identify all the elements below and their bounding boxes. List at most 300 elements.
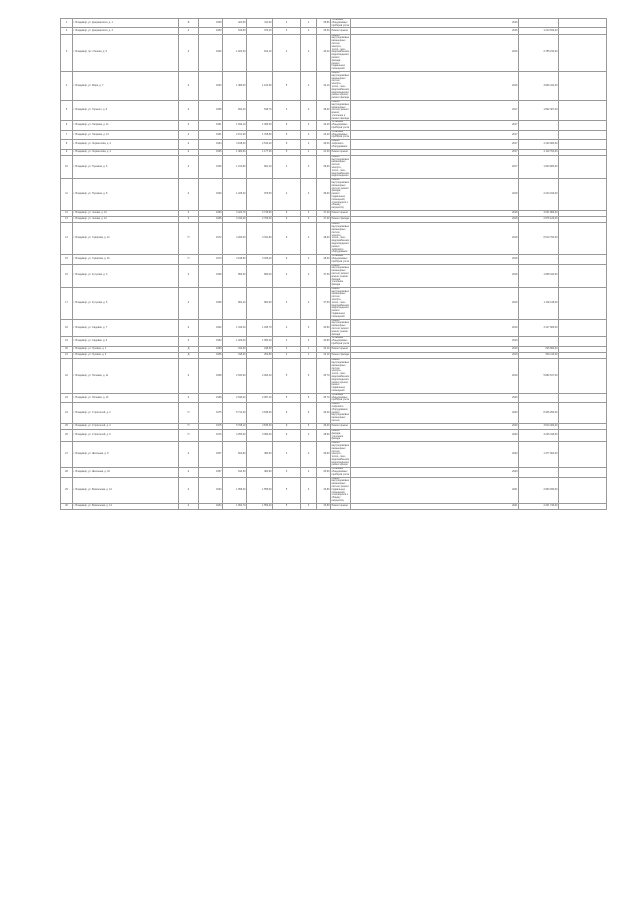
plan-year-cell: 2020 bbox=[351, 393, 519, 402]
floors-cell: 4 bbox=[273, 34, 301, 71]
wall-type-cell: Д bbox=[179, 346, 199, 352]
wall-type-cell: П bbox=[179, 255, 199, 264]
work-description-cell: Ремонт внутридомовых инженерных систем электро-, тепло-, газо-, водоснабжения, водоотведения; ремонт фасада; ремонт подвальных помещений bbox=[331, 34, 350, 71]
year-cell: 1966 bbox=[199, 210, 223, 216]
wear-cell: 36,50 bbox=[317, 28, 331, 34]
floors-cell: 5 bbox=[273, 393, 301, 402]
living-area-cell: 684,90 bbox=[247, 287, 273, 319]
plan-year-cell: 2018 bbox=[351, 217, 519, 223]
row-number: 10 bbox=[61, 155, 73, 178]
work-description-cell: Установка общедомовых приборов учёта bbox=[331, 18, 350, 27]
year-cell: 1968 bbox=[199, 393, 223, 402]
total-area-cell: 3 410,20 bbox=[223, 217, 247, 223]
wear-cell: 42,10 bbox=[317, 71, 331, 100]
address-cell: г. Владимир, ул. Садовая, д. 9 bbox=[73, 337, 179, 346]
wear-cell: 40,80 bbox=[317, 337, 331, 346]
cost-cell: 1 214 534,00 bbox=[519, 28, 559, 34]
wear-cell: 39,90 bbox=[317, 155, 331, 178]
living-area-cell: 548,70 bbox=[247, 100, 273, 121]
wall-type-cell: К bbox=[179, 210, 199, 216]
wear-cell: 41,30 bbox=[317, 149, 331, 155]
floors-cell: 3 bbox=[273, 28, 301, 34]
living-area-cell: 480,50 bbox=[247, 442, 273, 468]
row-number: 23 bbox=[61, 393, 73, 402]
address-cell: г. Владимир, ул. Кутузова, д. 5 bbox=[73, 287, 179, 319]
plan-year-cell: 2019 bbox=[351, 337, 519, 346]
address-cell: г. Владимир, ул. Дзержинского, д. 3 bbox=[73, 28, 179, 34]
wall-type-cell: Д bbox=[179, 353, 199, 359]
cost-cell: 5 882 617,00 bbox=[519, 359, 559, 394]
empty-cell bbox=[559, 34, 607, 71]
row-number: 14 bbox=[61, 223, 73, 255]
cost-cell: 615 900,00 bbox=[519, 346, 559, 352]
wall-type-cell: П bbox=[179, 403, 199, 424]
entrances-cell: 2 bbox=[301, 287, 317, 319]
wall-type-cell: К bbox=[179, 155, 199, 178]
work-description-cell: Ремонт лифтового оборудования; ремонт внутридомовых инженерных систем bbox=[331, 402, 350, 422]
address-cell: г. Владимир, ул. Кутузова, д. 3 bbox=[73, 264, 179, 287]
row-number: 6 bbox=[61, 121, 73, 130]
total-area-cell: 4 255,00 bbox=[223, 429, 247, 441]
work-description-cell: Установка общедомовых приборов учёта bbox=[331, 120, 350, 130]
table-row bbox=[61, 140, 607, 149]
table-row bbox=[61, 429, 607, 441]
plan-year-cell: 2020 bbox=[351, 442, 519, 468]
floors-cell: 5 bbox=[273, 149, 301, 155]
empty-cell bbox=[559, 468, 607, 477]
year-cell: 1958 bbox=[199, 100, 223, 121]
wall-type-cell: К bbox=[179, 28, 199, 34]
table-row bbox=[61, 442, 607, 468]
work-description-cell: Ремонт крыши bbox=[331, 346, 351, 352]
total-area-cell: 1 386,00 bbox=[223, 71, 247, 100]
total-area-cell: 862,10 bbox=[223, 287, 247, 319]
entrances-cell: 3 bbox=[301, 319, 317, 337]
empty-cell bbox=[559, 429, 607, 441]
living-area-cell: 1 045,70 bbox=[247, 319, 273, 337]
wall-type-cell: К bbox=[179, 337, 199, 346]
row-number: 27 bbox=[61, 442, 73, 468]
living-area-cell: 3 335,20 bbox=[247, 255, 273, 264]
cost-cell: 4 226 318,00 bbox=[519, 429, 559, 441]
total-area-cell: 692,40 bbox=[223, 100, 247, 121]
total-area-cell: 516,80 bbox=[223, 28, 247, 34]
entrances-cell: 4 bbox=[301, 121, 317, 130]
row-number: 7 bbox=[61, 130, 73, 139]
total-area-cell: 1 842,10 bbox=[223, 121, 247, 130]
wall-type-cell: К bbox=[179, 149, 199, 155]
year-cell: 1963 bbox=[199, 71, 223, 100]
table-row bbox=[61, 403, 607, 424]
floors-cell: 4 bbox=[273, 155, 301, 178]
total-area-cell: 318,20 bbox=[223, 353, 247, 359]
table-row bbox=[61, 468, 607, 477]
address-cell: г. Владимир, ул. Чехова, д. 12 bbox=[73, 217, 179, 223]
wall-type-cell: К bbox=[179, 477, 199, 503]
wall-type-cell: К bbox=[179, 393, 199, 402]
plan-year-cell: 2019 bbox=[351, 346, 519, 352]
address-cell: г. Владимир, ул. Мира, д. 7 bbox=[73, 71, 179, 100]
wall-type-cell: К bbox=[179, 121, 199, 130]
total-area-cell: 424,50 bbox=[223, 19, 247, 28]
year-cell: 1962 bbox=[199, 34, 223, 71]
work-description-cell: Ремонт фасада; утепление фасада bbox=[331, 429, 351, 441]
year-cell: 1956 bbox=[199, 346, 223, 352]
row-number: 24 bbox=[61, 403, 73, 424]
table-body bbox=[61, 19, 607, 510]
address-cell: г. Владимир, ул. Горького, д. 9 bbox=[73, 100, 179, 121]
row-number: 3 bbox=[61, 34, 73, 71]
row-number: 12 bbox=[61, 210, 73, 216]
entrances-cell: 1 bbox=[301, 19, 317, 28]
row-number: 30 bbox=[61, 503, 73, 509]
address-cell: г. Владимир, ул. Школьная, д. 8 bbox=[73, 442, 179, 468]
cost-cell: 2 201 740,00 bbox=[519, 503, 559, 509]
living-area-cell: 2 093,40 bbox=[247, 359, 273, 394]
empty-cell bbox=[559, 179, 607, 211]
empty-cell bbox=[559, 264, 607, 287]
living-area-cell: 1 050,20 bbox=[247, 337, 273, 346]
work-description-cell: Ремонт крыши bbox=[331, 210, 351, 216]
address-cell: г. Владимир, ул. Школьная, д. 10 bbox=[73, 468, 179, 477]
living-area-cell: 484,90 bbox=[247, 468, 273, 477]
address-cell: г. Владимир, ул. Пушкина, д. 8 bbox=[73, 179, 179, 211]
row-number: 21 bbox=[61, 353, 73, 359]
work-description-cell: Ремонт внутридомовых инженерных систем электро-, тепло-, газо-, водоснабжения, водоотведения bbox=[331, 155, 350, 178]
wear-cell: 35,80 bbox=[317, 19, 331, 28]
floors-cell: 4 bbox=[273, 319, 301, 337]
plan-year-cell: 2019 bbox=[351, 319, 519, 337]
entrances-cell: 3 bbox=[301, 155, 317, 178]
plan-year-cell: 2018 bbox=[351, 210, 519, 216]
wear-cell: 39,90 bbox=[317, 179, 331, 211]
empty-cell bbox=[559, 319, 607, 337]
year-cell: 1962 bbox=[199, 319, 223, 337]
cost-cell: - bbox=[519, 130, 559, 139]
work-description-cell: Ремонт внутридомовых инженерных систем; ремонт крыши; ремонт фасада; утепление фасада bbox=[331, 264, 350, 287]
row-number: 18 bbox=[61, 319, 73, 337]
address-cell: г. Владимир, ул. Вокзальная, д. 12 bbox=[73, 477, 179, 503]
empty-cell bbox=[559, 130, 607, 139]
table-row bbox=[61, 264, 607, 287]
wear-cell: 43,80 bbox=[317, 503, 331, 509]
living-area-cell: 3 380,40 bbox=[247, 429, 273, 441]
year-cell: 1964 bbox=[199, 477, 223, 503]
year-cell: 1956 bbox=[199, 353, 223, 359]
address-cell: г. Владимир, ул. Пушкина, д. 6 bbox=[73, 155, 179, 178]
address-cell: г. Владимир, ул. Вокзальная, д. 14 bbox=[73, 503, 179, 509]
work-description-cell: Установка общедомовых приборов учёта bbox=[331, 254, 350, 263]
row-number: 20 bbox=[61, 346, 73, 352]
entrances-cell: 4 bbox=[301, 223, 317, 255]
cost-cell: 8 406 250,00 bbox=[519, 403, 559, 424]
cost-cell: 2 976 120,00 bbox=[519, 217, 559, 223]
work-description-cell: Ремонт крыши bbox=[331, 503, 351, 509]
year-cell: 1973 bbox=[199, 255, 223, 264]
living-area-cell: 1 102,50 bbox=[247, 71, 273, 100]
wear-cell: 37,50 bbox=[317, 287, 331, 319]
empty-cell bbox=[559, 393, 607, 402]
total-area-cell: 5 712,30 bbox=[223, 403, 247, 424]
table-row bbox=[61, 223, 607, 255]
entrances-cell: 2 bbox=[301, 140, 317, 149]
work-description-cell: Установка общедомовых приборов учёта bbox=[331, 393, 350, 402]
total-area-cell: 1 212,80 bbox=[223, 155, 247, 178]
year-cell: 1957 bbox=[199, 442, 223, 468]
plan-year-cell: 2019 bbox=[351, 359, 519, 394]
address-cell: г. Владимир, ул. Гагарина, д. 11 bbox=[73, 121, 179, 130]
entrances-cell: 3 bbox=[301, 217, 317, 223]
plan-year-cell: 2020 bbox=[351, 403, 519, 424]
empty-cell bbox=[559, 155, 607, 178]
row-number: 19 bbox=[61, 337, 73, 346]
living-area-cell: 2 709,40 bbox=[247, 217, 273, 223]
cost-cell: 1 603 820,00 bbox=[519, 155, 559, 178]
living-area-cell: 964,10 bbox=[247, 155, 273, 178]
year-cell: 1959 bbox=[199, 287, 223, 319]
total-area-cell: 2 640,00 bbox=[223, 393, 247, 402]
plan-year-cell: 2018 bbox=[351, 255, 519, 264]
work-description-cell: Ремонт крыши bbox=[331, 423, 351, 429]
year-cell: 1976 bbox=[199, 429, 223, 441]
total-area-cell: 2 151,90 bbox=[223, 130, 247, 139]
plan-year-cell: 2018 bbox=[351, 264, 519, 287]
year-cell: 1960 bbox=[199, 28, 223, 34]
floors-cell: 5 bbox=[273, 503, 301, 509]
total-area-cell: 1 958,20 bbox=[223, 477, 247, 503]
year-cell: 1957 bbox=[199, 468, 223, 477]
wall-type-cell: К bbox=[179, 140, 199, 149]
work-description-cell: Ремонт внутридомовых инженерных систем; ремонт фасада; ремонт подвальных помещений, относящихся к общему имуществу bbox=[331, 178, 350, 210]
plan-year-cell: 2021 bbox=[351, 503, 519, 509]
living-area-cell: 376,40 bbox=[247, 28, 273, 34]
address-cell: г. Владимир, ул. Строителей, д. 2 bbox=[73, 403, 179, 424]
work-description-cell: Ремонт внутридомовых инженерных систем электро-, тепло-, газо-, водоснабжения, водоотведения; ремонт подвальных помещений bbox=[331, 287, 350, 318]
entrances-cell: 4 bbox=[301, 71, 317, 100]
year-cell: 1960 bbox=[199, 179, 223, 211]
plan-year-cell: 2016 bbox=[351, 34, 519, 71]
living-area-cell: 1 559,20 bbox=[247, 503, 273, 509]
wear-cell: 40,80 bbox=[317, 319, 331, 337]
floors-cell: 2 bbox=[273, 346, 301, 352]
plan-year-cell: 2017 bbox=[351, 140, 519, 149]
year-cell: 1972 bbox=[199, 223, 223, 255]
entrances-cell: 3 bbox=[301, 179, 317, 211]
total-area-cell: 312,60 bbox=[223, 346, 247, 352]
work-description-cell: Ремонт внутридомовых инженерных систем; ремонт крыши; утепление и ремонт фасада bbox=[331, 100, 350, 120]
cost-cell: - bbox=[519, 468, 559, 477]
empty-cell bbox=[559, 359, 607, 394]
cost-cell: 1 377 064,00 bbox=[519, 442, 559, 468]
wear-cell: 47,20 bbox=[317, 210, 331, 216]
living-area-cell: 1 177,30 bbox=[247, 149, 273, 155]
empty-cell bbox=[559, 121, 607, 130]
table-row bbox=[61, 34, 607, 71]
entrances-cell: 3 bbox=[301, 503, 317, 509]
address-cell: г. Владимир, ул. Полевая, д. 13 bbox=[73, 393, 179, 402]
wear-cell: 44,20 bbox=[317, 130, 331, 139]
floors-cell: 9 bbox=[273, 429, 301, 441]
table-row bbox=[61, 287, 607, 319]
cost-cell: 2 110 764,00 bbox=[519, 149, 559, 155]
address-cell: г. Владимир, ул. Лермонтова, д. 2 bbox=[73, 140, 179, 149]
row-number: 25 bbox=[61, 423, 73, 429]
total-area-cell: 4 198,50 bbox=[223, 255, 247, 264]
address-cell: г. Владимир, ул. Полевая, д. 11 bbox=[73, 359, 179, 394]
floors-cell: 9 bbox=[273, 423, 301, 429]
total-area-cell: 1 228,40 bbox=[223, 179, 247, 211]
floors-cell: 3 bbox=[273, 442, 301, 468]
entrances-cell: 6 bbox=[301, 359, 317, 394]
floors-cell: 9 bbox=[273, 217, 301, 223]
wear-cell: 48,90 bbox=[317, 429, 331, 441]
table-row bbox=[61, 393, 607, 402]
year-cell: 1966 bbox=[199, 217, 223, 223]
entrances-cell: 4 bbox=[301, 130, 317, 139]
living-area-cell: 3 341,80 bbox=[247, 223, 273, 255]
empty-cell bbox=[559, 287, 607, 319]
living-area-cell: 2 516,20 bbox=[247, 140, 273, 149]
entrances-cell: 2 bbox=[301, 442, 317, 468]
plan-year-cell: 2021 bbox=[351, 477, 519, 503]
row-number: 29 bbox=[61, 477, 73, 503]
floors-cell: 9 bbox=[273, 210, 301, 216]
wall-type-cell: К bbox=[179, 359, 199, 394]
row-number: 9 bbox=[61, 149, 73, 155]
address-cell: г. Владимир, пр-т Ленина, д. 5 bbox=[73, 34, 179, 71]
entrances-cell: 2 bbox=[301, 468, 317, 477]
wear-cell: 40,20 bbox=[317, 34, 331, 71]
row-number: 4 bbox=[61, 71, 73, 100]
cost-cell: - bbox=[519, 19, 559, 28]
total-area-cell: 856,30 bbox=[223, 264, 247, 287]
floors-cell: 9 bbox=[273, 223, 301, 255]
table-row bbox=[61, 100, 607, 121]
floors-cell: 4 bbox=[273, 179, 301, 211]
plan-year-cell: 2017 bbox=[351, 149, 519, 155]
row-number: 26 bbox=[61, 429, 73, 441]
wear-cell: 43,80 bbox=[317, 477, 331, 503]
table-row bbox=[61, 121, 607, 130]
floors-cell: 5 bbox=[273, 121, 301, 130]
total-area-cell: 3 422,70 bbox=[223, 210, 247, 216]
living-area-cell: 4 538,60 bbox=[247, 403, 273, 424]
plan-year-cell: 2019 bbox=[351, 353, 519, 359]
living-area-cell: 311,60 bbox=[247, 19, 273, 28]
wear-cell: 49,30 bbox=[317, 403, 331, 424]
total-area-cell: 4 206,00 bbox=[223, 223, 247, 255]
table-row bbox=[61, 359, 607, 394]
floors-cell: 9 bbox=[273, 140, 301, 149]
plan-year-cell: 2017 bbox=[351, 155, 519, 178]
wall-type-cell: П bbox=[179, 429, 199, 441]
living-area-cell: 976,50 bbox=[247, 179, 273, 211]
empty-cell bbox=[559, 140, 607, 149]
address-cell: г. Владимир, ул. Луговая, д. 1 bbox=[73, 346, 179, 352]
empty-cell bbox=[559, 71, 607, 100]
row-number: 8 bbox=[61, 140, 73, 149]
cost-cell: - bbox=[519, 255, 559, 264]
cost-cell: 1 892 307,00 bbox=[519, 100, 559, 121]
plan-year-cell: 2020 bbox=[351, 423, 519, 429]
floors-cell: 2 bbox=[273, 353, 301, 359]
floors-cell: 5 bbox=[273, 130, 301, 139]
plan-year-cell: 2017 bbox=[351, 121, 519, 130]
living-area-cell: 1 465,30 bbox=[247, 121, 273, 130]
total-area-cell: 2 634,90 bbox=[223, 359, 247, 394]
wall-type-cell: К bbox=[179, 130, 199, 139]
cost-cell: - bbox=[519, 337, 559, 346]
row-number: 11 bbox=[61, 179, 73, 211]
address-cell: г. Владимир, ул. Суворова, д. 14 bbox=[73, 223, 179, 255]
entrances-cell: 2 bbox=[301, 264, 317, 287]
living-area-cell: 2 097,10 bbox=[247, 393, 273, 402]
plan-year-cell: 2016 bbox=[351, 19, 519, 28]
year-cell: 1964 bbox=[199, 140, 223, 149]
address-cell: г. Владимир, ул. Лермонтова, д. 4 bbox=[73, 149, 179, 155]
total-area-cell: 1 962,70 bbox=[223, 503, 247, 509]
row-number: 16 bbox=[61, 264, 73, 287]
wear-cell: 36,90 bbox=[317, 442, 331, 468]
empty-cell bbox=[559, 100, 607, 121]
total-area-cell: 1 482,60 bbox=[223, 149, 247, 155]
floors-cell: 9 bbox=[273, 255, 301, 264]
cost-cell: 3 031 886,00 bbox=[519, 210, 559, 216]
work-description-cell: Установка общедомовых приборов учёта bbox=[331, 336, 350, 346]
empty-cell bbox=[559, 337, 607, 346]
table-row bbox=[61, 255, 607, 264]
address-cell: г. Владимир, ул. Гагарина, д. 13 bbox=[73, 130, 179, 139]
table-row bbox=[61, 155, 607, 178]
row-number: 17 bbox=[61, 287, 73, 319]
cost-cell: 3 810 400,00 bbox=[519, 423, 559, 429]
floors-cell: 3 bbox=[273, 287, 301, 319]
wall-type-cell: К bbox=[179, 503, 199, 509]
total-area-cell: 604,80 bbox=[223, 442, 247, 468]
floors-cell: 3 bbox=[273, 100, 301, 121]
year-cell: 1961 bbox=[199, 121, 223, 130]
cost-cell: 1 958 442,00 bbox=[519, 264, 559, 287]
wall-type-cell: К bbox=[179, 217, 199, 223]
floors-cell: 5 bbox=[273, 71, 301, 100]
wear-cell: 34,10 bbox=[317, 353, 331, 359]
cost-cell: 2 684 930,00 bbox=[519, 477, 559, 503]
address-cell: г. Владимир, ул. Дзержинского, д. 1 bbox=[73, 19, 179, 28]
wall-type-cell: К bbox=[179, 468, 199, 477]
living-area-cell: 680,00 bbox=[247, 264, 273, 287]
table-row bbox=[61, 319, 607, 337]
wear-cell: 45,70 bbox=[317, 359, 331, 394]
work-description-cell: Установка общедомовых приборов учёта bbox=[331, 130, 350, 139]
address-cell: г. Владимир, ул. Садовая, д. 7 bbox=[73, 319, 179, 337]
work-description-cell: Ремонт внутридомовых инженерных систем; ремонт подвальных помещений, относящихся к общему имуществу bbox=[331, 477, 350, 503]
entrances-cell: 4 bbox=[301, 429, 317, 441]
row-number: 15 bbox=[61, 255, 73, 264]
cost-cell: 3 147 905,00 bbox=[519, 319, 559, 337]
year-cell: 1975 bbox=[199, 423, 223, 429]
year-cell: 1968 bbox=[199, 359, 223, 394]
wear-cell: 45,70 bbox=[317, 393, 331, 402]
cost-cell: 1 402 118,00 bbox=[519, 287, 559, 319]
empty-cell bbox=[559, 255, 607, 264]
floors-cell: 3 bbox=[273, 468, 301, 477]
plan-year-cell: 2018 bbox=[351, 179, 519, 211]
entrances-cell: 3 bbox=[301, 210, 317, 216]
year-cell: 1975 bbox=[199, 403, 223, 424]
table-row bbox=[61, 179, 607, 211]
empty-cell bbox=[559, 223, 607, 255]
cost-cell: 2 244 019,00 bbox=[519, 179, 559, 211]
